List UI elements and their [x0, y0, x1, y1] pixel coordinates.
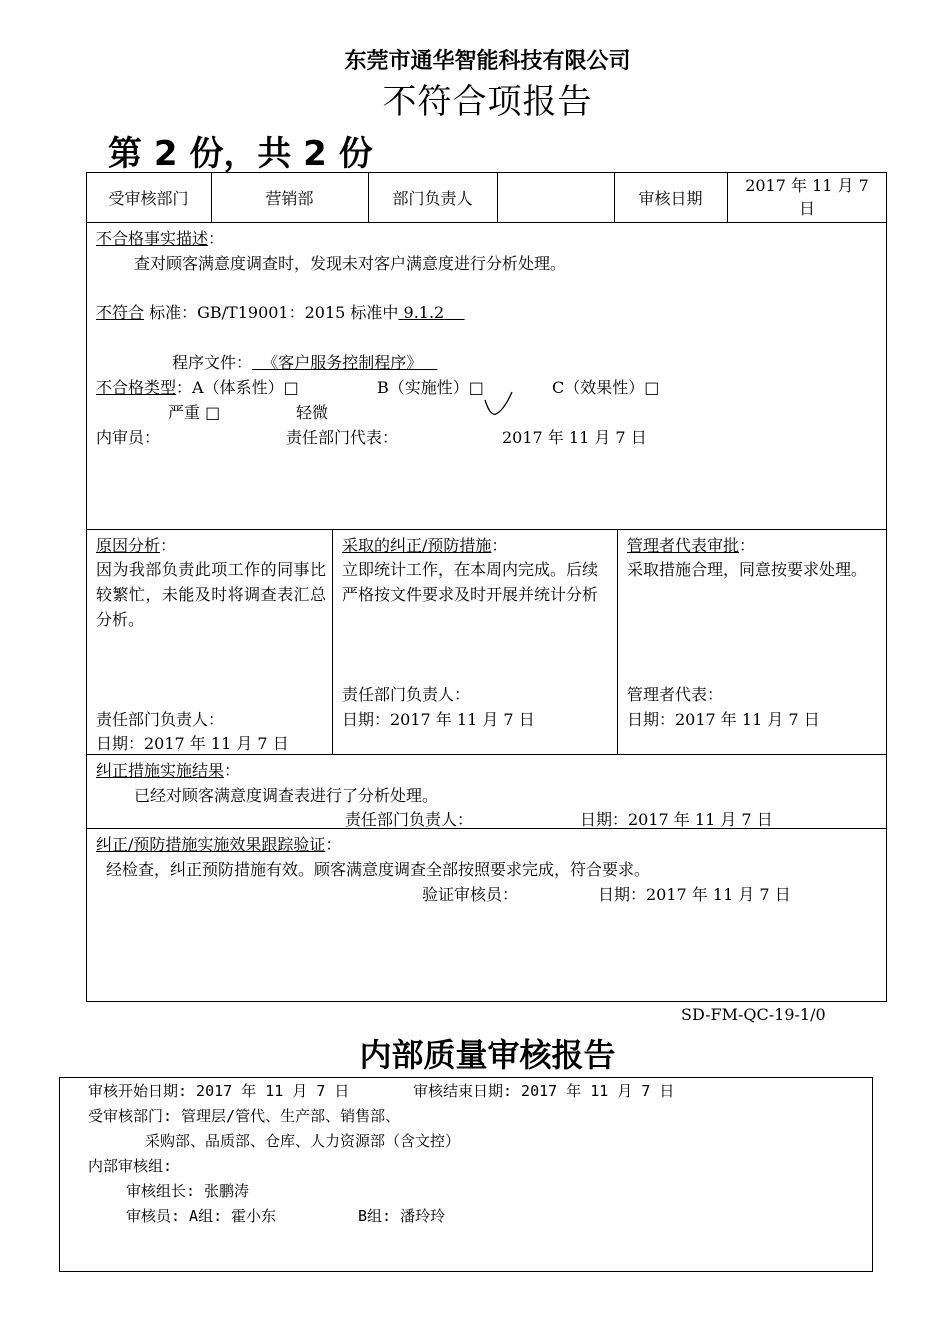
type-a: ：A（体系性）□: [176, 378, 299, 397]
audit-team-label: 内部审核组:: [88, 1157, 173, 1175]
nc-label: 不符合: [96, 303, 145, 322]
approval-heading: 管理者代表审批：: [627, 536, 756, 555]
verification-date: 日期：2017 年 11 月 7 日: [598, 885, 791, 904]
fact-text: 查对顾客满意度调查时，发现未对客户满意度进行分析处理。: [134, 254, 567, 273]
copy-count: 第 2 份，共 2 份: [108, 134, 373, 174]
auditors-group-a: 审核员: A组: 霍小东: [126, 1207, 277, 1225]
report-title: 不符合项报告: [382, 82, 593, 122]
standard-line: [96, 300, 465, 323]
approval-sign: 管理者代表：: [627, 685, 724, 704]
verification-text: 经检查，纠正预防措施有效。顾客满意度调查全部按照要求完成，符合要求。: [106, 860, 651, 879]
action-date: 日期：2017 年 11 月 7 日: [342, 710, 535, 729]
verification-sign: 验证审核员：: [422, 885, 519, 904]
cause-heading: 原因分析：: [96, 536, 177, 555]
internal-report-title: 内部质量审核报告: [359, 1036, 616, 1074]
company-name: 东莞市通华智能科技有限公司: [344, 49, 631, 74]
standard-text: 标准：GB/T19001：2015 标准中: [149, 303, 399, 322]
checkmark-icon: [482, 388, 516, 420]
approval-date: 日期：2017 年 11 月 7 日: [627, 710, 820, 729]
cause-sign: 责任部门负责人：: [96, 710, 225, 729]
severity-minor: 轻微: [296, 403, 329, 422]
severity-major: 严重 □: [168, 403, 221, 422]
audited-dept-label: 受审核部门: [108, 189, 189, 208]
procedure-value: 《客户服务控制程序》: [262, 353, 423, 372]
rep-label: 责任部门代表：: [286, 428, 399, 447]
type-c: C（效果性）□: [552, 378, 660, 397]
action-sign: 责任部门负责人：: [342, 685, 471, 704]
type-b: B（实施性）□: [377, 378, 484, 397]
action-heading: 采取的纠正/预防措施：: [342, 536, 508, 555]
auditors-group-b: B组: 潘玲玲: [358, 1207, 446, 1225]
audited-dept-value: 营销部: [265, 189, 314, 208]
nc-type-heading: 不合格类型：A（体系性）□: [96, 378, 299, 397]
audit-date-label: 审核日期: [638, 189, 703, 208]
clause-number: 9.1.2: [403, 303, 445, 322]
verification-heading: 纠正/预防措施实施效果跟踪验证：: [96, 835, 342, 854]
audit-end-date: 审核结束日期: 2017 年 11 月 7 日: [413, 1082, 675, 1100]
procedure-line: [172, 350, 437, 373]
approval-text: 采取措施合理，同意按要求处理。: [627, 560, 868, 579]
audited-depts-line1: 受审核部门: 管理层/管代、生产部、销售部、: [88, 1107, 401, 1125]
document-number: SD-FM-QC-19-1/0: [681, 1005, 826, 1024]
audited-depts-line2: 采购部、品质部、仓库、人力资源部（含文控）: [145, 1132, 461, 1150]
audit-start-date: 审核开始日期: 2017 年 11 月 7 日: [88, 1082, 350, 1100]
fact-heading: 不合格事实描述：: [96, 229, 225, 248]
result-date: 日期：2017 年 11 月 7 日: [580, 810, 773, 829]
action-text: 立即统计工作，在本周内完成。后续严格按文件要求及时开展并统计分析: [342, 560, 599, 604]
audit-date-value: 2017 年 11 月 7 日: [745, 176, 869, 218]
result-heading: 纠正措施实施结果：: [96, 761, 241, 780]
dept-head-label: 部门负责人: [392, 189, 473, 208]
procedure-label: 程序文件：: [172, 353, 253, 372]
cause-date: 日期：2017 年 11 月 7 日: [96, 734, 289, 753]
cause-text: 因为我部负责此项工作的同事比较繁忙，未能及时将调查表汇总分析。: [96, 560, 326, 629]
result-text: 已经对顾客满意度调查表进行了分析处理。: [134, 786, 439, 805]
audit-leader: 审核组长: 张鹏涛: [126, 1182, 250, 1200]
nc-date: 2017 年 11 月 7 日: [502, 428, 647, 447]
result-sign: 责任部门负责人：: [345, 810, 474, 829]
auditor-label: 内审员：: [96, 428, 161, 447]
